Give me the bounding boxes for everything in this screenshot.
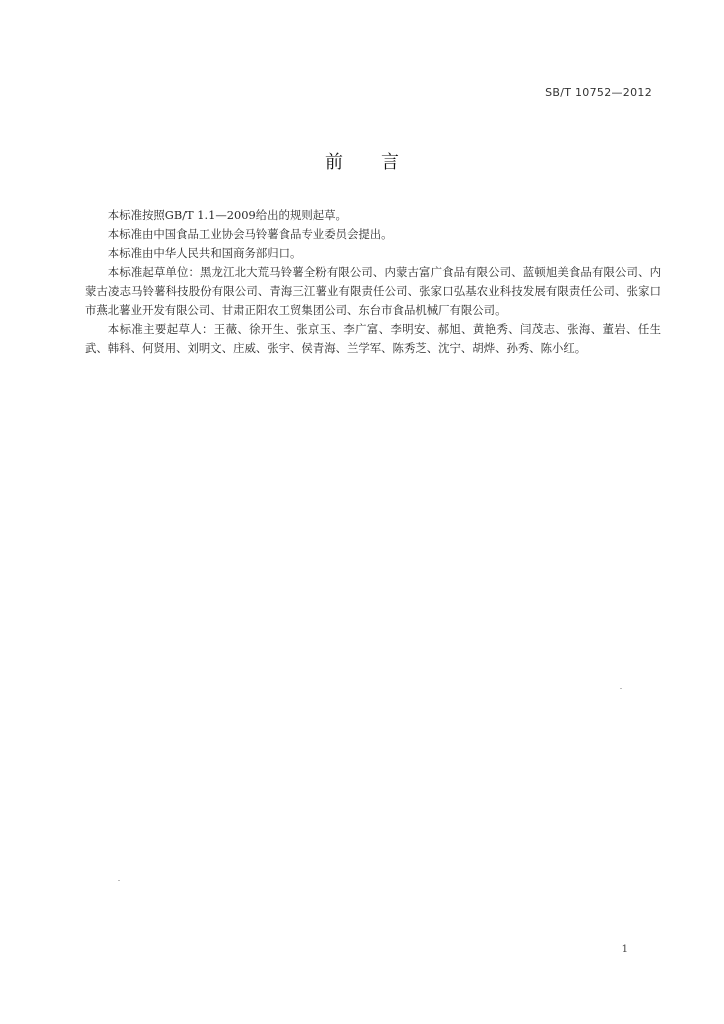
paragraph-drafting-units: 本标准起草单位：黑龙江北大荒马铃薯全粉有限公司、内蒙古富广食品有限公司、蓝顿旭美食品有限公司、内蒙古凌志马铃薯科技股份有限公司、青海三江薯业有限责任公司、张家口弘基农业科技发展有限责任公司、张家口市燕北薯业开发有限公司、甘肃正阳农工贸集团公司、东台市食品机械厂有限公司。: [85, 265, 661, 317]
paragraph-proposer: 本标准由中国食品工业协会马铃薯食品专业委员会提出。: [107, 227, 393, 241]
paragraph-drafting-rules: 本标准按照GB/T 1.1—2009给出的规则起草。: [107, 208, 347, 222]
paragraph-main-drafters: 本标准主要起草人：王薇、徐开生、张京玉、李广富、李明安、郝旭、黄艳秀、闫茂志、张海、董岩、任生武、韩科、何贤用、刘明文、庄威、张宇、侯青海、兰学军、陈秀芝、沈宁、胡烨、孙秀、陈小红。: [85, 322, 661, 355]
scan-speck: [620, 688, 622, 689]
foreword-body: [85, 206, 661, 358]
page-title: 前言: [325, 152, 437, 173]
scan-speck: [118, 880, 120, 881]
standard-number: SB/T 10752—2012: [545, 86, 652, 99]
page-number: 1: [621, 944, 628, 955]
paragraph-administrator: 本标准由中华人民共和国商务部归口。: [107, 246, 302, 260]
